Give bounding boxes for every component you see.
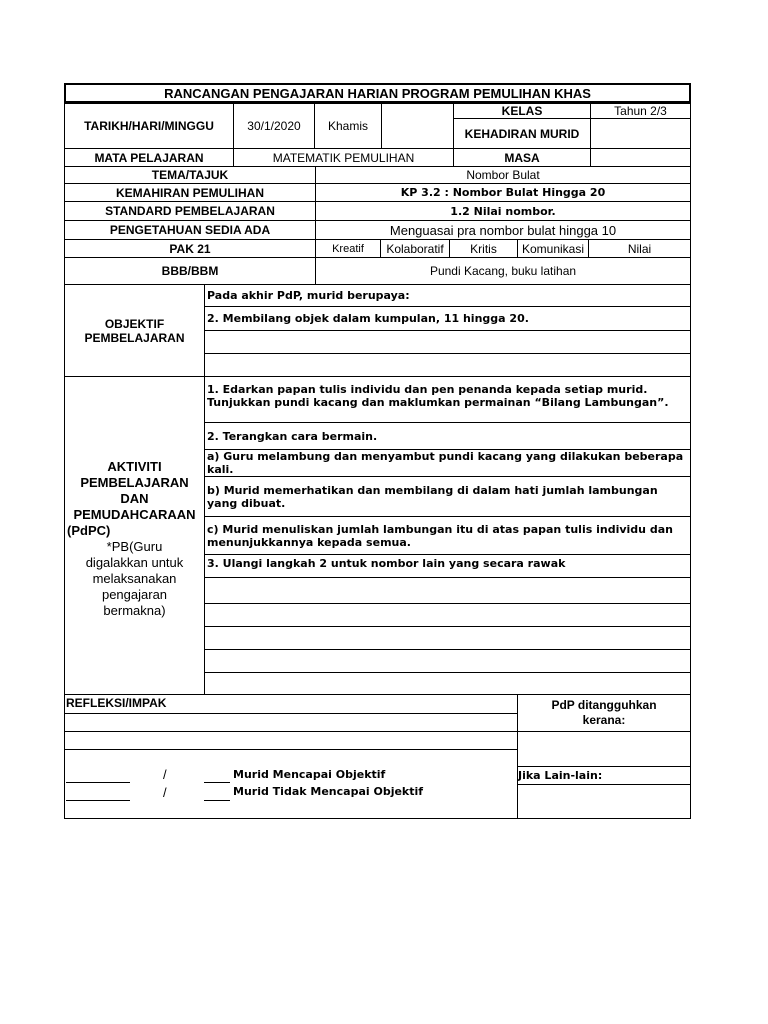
aktiviti-label xyxy=(64,376,205,695)
mencapai-text: Murid Mencapai Objektif xyxy=(233,768,386,781)
tidak-mencapai-blank-left xyxy=(66,800,130,801)
objektif-line-2: 2. Membilang objek dalam kumpulan, 11 hingga 20. xyxy=(204,306,691,331)
aktiviti-label-3: DAN xyxy=(120,491,149,506)
pak21-kolaboratif: Kolaboratif xyxy=(380,239,450,258)
kelas-label: KELAS xyxy=(453,103,591,119)
aktiviti-empty-2 xyxy=(204,603,691,627)
bbb-value: Pundi Kacang, buku latihan xyxy=(315,257,691,285)
refleksi-label: REFLEKSI/IMPAK xyxy=(66,696,167,710)
pak21-kritis: Kritis xyxy=(449,239,518,258)
aktiviti-step-3: 3. Ulangi langkah 2 untuk nombor lain yang secara rawak xyxy=(204,554,691,578)
tidak-mencapai-slash: / xyxy=(163,785,167,800)
tema-label: TEMA/TAJUK xyxy=(64,166,316,184)
page-title: RANCANGAN PENGAJARAN HARIAN PROGRAM PEMULIHAN KHAS xyxy=(64,83,691,103)
masa-value xyxy=(590,148,691,167)
week-value xyxy=(381,103,454,149)
objektif-label-line1: OBJEKTIF xyxy=(104,316,165,331)
pengetahuan-label: PENGETAHUAN SEDIA ADA xyxy=(64,220,316,240)
ditangguhkan-reason xyxy=(517,731,691,767)
kemahiran-value: KP 3.2 : Nombor Bulat Hingga 20 xyxy=(315,183,691,202)
standard-value: 1.2 Nilai nombor. xyxy=(315,201,691,221)
pengetahuan-value: Menguasai pra nombor bulat hingga 10 xyxy=(315,220,691,240)
pak21-label: PAK 21 xyxy=(64,239,316,258)
date-value: 30/1/2020 xyxy=(233,103,315,149)
tidak-mencapai-blank-right xyxy=(204,800,230,801)
aktiviti-step-1: 1. Edarkan papan tulis individu dan pen penanda kepada setiap murid. Tunjukkan pundi kacang dan maklumkan permainan “Bilang Lambungan”. xyxy=(204,376,691,423)
aktiviti-label-2: PEMBELAJARAN xyxy=(80,475,189,490)
mencapai-blank-right xyxy=(204,782,230,783)
refleksi-rule-2 xyxy=(64,731,518,732)
mata-pelajaran-value: MATEMATIK PEMULIHAN xyxy=(233,148,454,167)
standard-label: STANDARD PEMBELAJARAN xyxy=(64,201,316,221)
aktiviti-note-1: *PB(Guru xyxy=(106,539,163,554)
refleksi-rule-3 xyxy=(64,749,518,750)
kehadiran-value xyxy=(590,118,691,149)
kehadiran-label: KEHADIRAN MURID xyxy=(453,118,591,149)
aktiviti-note-3: melaksanakan xyxy=(92,571,177,586)
mencapai-blank-left xyxy=(66,782,130,783)
aktiviti-label-5: (PdPC) xyxy=(67,523,111,538)
kelas-value: Tahun 2/3 xyxy=(590,103,691,119)
mencapai-slash: / xyxy=(163,767,167,782)
aktiviti-label-4: PEMUDAHCARAAN xyxy=(73,507,196,522)
aktiviti-empty-4 xyxy=(204,649,691,673)
objektif-label xyxy=(64,284,205,377)
bbb-label: BBB/BBM xyxy=(64,257,316,285)
aktiviti-note-2: digalakkan untuk xyxy=(85,555,184,570)
masa-label: MASA xyxy=(453,148,591,167)
aktiviti-step-2a: a) Guru melambung dan menyambut pundi kacang yang dilakukan beberapa kali. xyxy=(204,449,691,477)
objektif-line-4 xyxy=(204,353,691,377)
aktiviti-empty-3 xyxy=(204,626,691,650)
pak21-komunikasi: Komunikasi xyxy=(517,239,589,258)
objektif-label-line2: PEMBELAJARAN xyxy=(84,330,185,345)
aktiviti-empty-5 xyxy=(204,672,691,695)
ditangguhkan-box xyxy=(517,694,691,732)
lain-lain-label: Jika Lain-lain: xyxy=(517,766,691,785)
aktiviti-note-4: pengajaran xyxy=(101,587,168,602)
aktiviti-note-5: bermakna) xyxy=(103,603,166,618)
aktiviti-step-2: 2. Terangkan cara bermain. xyxy=(204,422,691,450)
tarikh-label: TARIKH/HARI/MINGGU xyxy=(64,103,234,149)
lain-lain-value xyxy=(517,784,691,819)
objektif-line-1: Pada akhir PdP, murid berupaya: xyxy=(204,284,691,307)
objektif-line-3 xyxy=(204,330,691,354)
aktiviti-step-2b: b) Murid memerhatikan dan membilang di dalam hati jumlah lambungan yang dibuat. xyxy=(204,476,691,517)
tidak-mencapai-text: Murid Tidak Mencapai Objektif xyxy=(233,785,424,798)
pak21-kreatif: Kreatif xyxy=(315,239,381,258)
mata-pelajaran-label: MATA PELAJARAN xyxy=(64,148,234,167)
aktiviti-label-1: AKTIVITI xyxy=(107,459,162,474)
aktiviti-step-2c: c) Murid menuliskan jumlah lambungan itu di atas papan tulis individu dan menunjukkannya kepada semua. xyxy=(204,516,691,555)
aktiviti-empty-1 xyxy=(204,577,691,604)
tema-value: Nombor Bulat xyxy=(315,166,691,184)
kemahiran-label: KEMAHIRAN PEMULIHAN xyxy=(64,183,316,202)
ditangguhkan-line2: kerana: xyxy=(582,713,626,727)
pak21-nilai: Nilai xyxy=(588,239,691,258)
refleksi-rule-1 xyxy=(64,713,518,714)
ditangguhkan-line1: PdP ditangguhkan xyxy=(551,698,657,712)
day-value: Khamis xyxy=(314,103,382,149)
